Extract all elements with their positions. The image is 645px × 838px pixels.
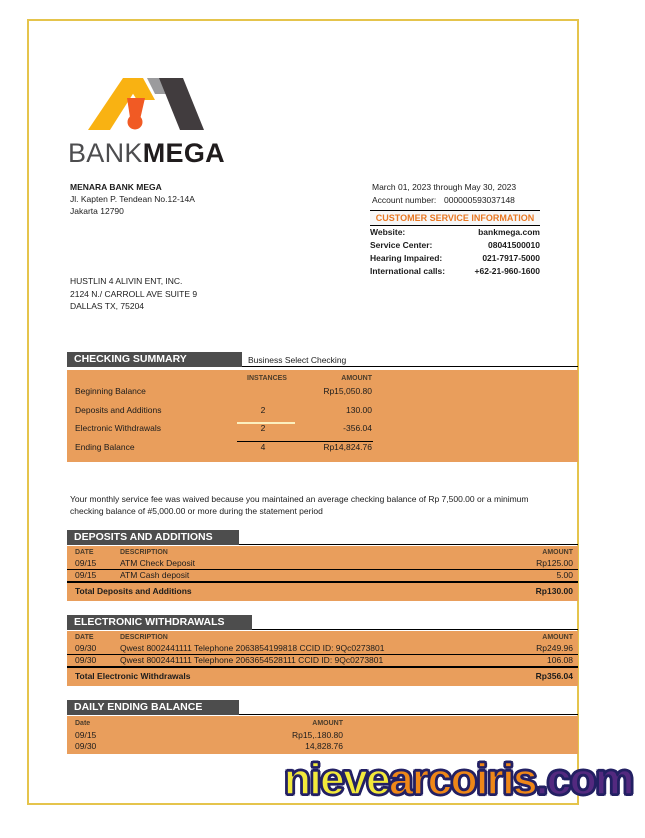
- bank-address-block: [70, 181, 195, 217]
- bank-mega-wordmark: [68, 138, 225, 169]
- withdrawal-row: 09/30 Qwest 8002441111 Telephone 2063854199818 CCID ID: 9Qc0273801 Rp249.96: [75, 642, 573, 653]
- daily-balance-section-header: [67, 700, 578, 715]
- wordmark-mega: MEGA: [142, 138, 225, 168]
- cs-international-value: +62-21-960-1600: [474, 266, 540, 276]
- cs-service-center-label: Service Center:: [370, 240, 433, 250]
- customer-city: DALLAS TX, 75204: [70, 301, 145, 311]
- withdrawals-section-header: [67, 615, 578, 630]
- cs-hearing-impaired-value: 021-7917-5000: [482, 253, 540, 263]
- watermark-nieve: nieve: [284, 755, 390, 804]
- bank-mega-logo-icon: [85, 74, 207, 134]
- cs-website-label: Website:: [370, 227, 406, 237]
- bank-street: Jl. Kapten P. Tendean No.12-14A: [70, 194, 195, 204]
- watermark-arcoiris: arcoiris: [389, 755, 536, 804]
- summary-divider-light: [237, 422, 295, 424]
- product-name: Business Select Checking: [248, 355, 347, 365]
- checking-summary-header: [67, 352, 578, 367]
- cs-row-service-center: [370, 239, 540, 252]
- site-watermark: [284, 756, 633, 804]
- col-amount: AMOUNT: [341, 375, 372, 382]
- bank-city: Jakarta 12790: [70, 206, 124, 216]
- customer-service-box: [370, 210, 540, 278]
- withdrawals-col-description: DESCRIPTION: [120, 633, 168, 641]
- deposit-row: 09/15 ATM Check Deposit Rp125.00: [75, 557, 573, 568]
- customer-address-block: [70, 275, 197, 313]
- logo-orange-drop-tip: [128, 115, 143, 130]
- daily-col-amount: AMOUNT: [312, 720, 343, 727]
- fee-waiver-notice: Your monthly service fee was waived because you maintained an average checking balance of Rp 7,500.00 or a minimum checking balance of #5,000.00 or more during the statement period: [70, 494, 529, 516]
- withdrawals-title: ELECTRONIC WITHDRAWALS: [67, 615, 252, 630]
- col-instances: INSTANCES: [247, 375, 287, 382]
- deposits-title: DEPOSITS AND ADDITIONS: [67, 530, 239, 545]
- withdrawals-col-amount: AMOUNT: [542, 633, 573, 641]
- daily-balance-row: 09/15 Rp15,.180.80: [75, 729, 343, 740]
- withdrawal-row: 09/30 Qwest 8002441111 Telephone 2063654528111 CCID ID: 9Qc0273801 106.08: [75, 655, 573, 666]
- customer-name: HUSTLIN 4 ALIVIN ENT, INC.: [70, 276, 183, 286]
- cs-service-center-value: 08041500010: [487, 240, 540, 250]
- bank-name: MENARA BANK MEGA: [70, 182, 162, 192]
- summary-divider-dark: [237, 441, 373, 443]
- deposits-col-description: DESCRIPTION: [120, 548, 168, 556]
- account-number-row: [372, 194, 540, 207]
- checking-summary-table: [67, 370, 578, 462]
- summary-row-withdrawals: Electronic Withdrawals 2 -356.04: [75, 423, 372, 434]
- cs-website-value: bankmega.com: [478, 227, 540, 237]
- withdrawals-total-row: Total Electronic Withdrawals Rp356.04: [75, 670, 573, 681]
- statement-meta: [372, 181, 540, 207]
- deposits-section-header: [67, 530, 578, 545]
- withdrawals-col-date: DATE: [75, 633, 94, 641]
- withdrawals-column-headers: [67, 631, 578, 642]
- cs-international-label: International calls:: [370, 266, 446, 276]
- checking-summary-title: CHECKING SUMMARY: [67, 352, 242, 367]
- summary-row-ending-balance: Ending Balance 4 Rp14,824.76: [75, 441, 372, 452]
- deposits-total-row: Total Deposits and Additions Rp130.00: [75, 585, 573, 596]
- logo-dark-right-stroke: [159, 78, 204, 130]
- customer-street: 2124 N./ CARROLL AVE SUITE 9: [70, 288, 198, 299]
- cs-hearing-impaired-label: Hearing Impaired:: [370, 253, 443, 263]
- daily-balance-row: 09/30 14,828.76: [75, 740, 343, 751]
- deposits-col-date: DATE: [75, 548, 94, 556]
- summary-column-headers: [67, 370, 578, 382]
- cs-row-international: [370, 265, 540, 278]
- cs-row-hearing-impaired: [370, 252, 540, 265]
- customer-service-title: CUSTOMER SERVICE INFORMATION: [370, 211, 540, 226]
- daily-balance-column-headers: [67, 718, 578, 729]
- account-number-value: 000000593037148: [444, 195, 515, 205]
- account-number-label: Account number:: [372, 195, 437, 205]
- daily-balance-title: DAILY ENDING BALANCE: [67, 700, 239, 715]
- summary-row-beginning-balance: Beginning Balance Rp15,050.80: [75, 386, 372, 397]
- watermark-com: .com: [536, 755, 633, 804]
- daily-col-date: Date: [75, 720, 91, 727]
- summary-row-deposits: Deposits and Additions 2 130.00: [75, 404, 372, 415]
- daily-balance-table: [67, 716, 578, 754]
- deposits-table: [67, 546, 578, 601]
- deposits-col-amount: AMOUNT: [542, 548, 573, 556]
- cs-row-website: [370, 226, 540, 239]
- deposit-row: 09/15 ATM Cash deposit 5.00: [75, 570, 573, 581]
- wordmark-bank: BANK: [68, 138, 143, 168]
- statement-period: March 01, 2023 through May 30, 2023: [372, 182, 517, 192]
- withdrawals-table: [67, 631, 578, 686]
- deposits-column-headers: [67, 546, 578, 557]
